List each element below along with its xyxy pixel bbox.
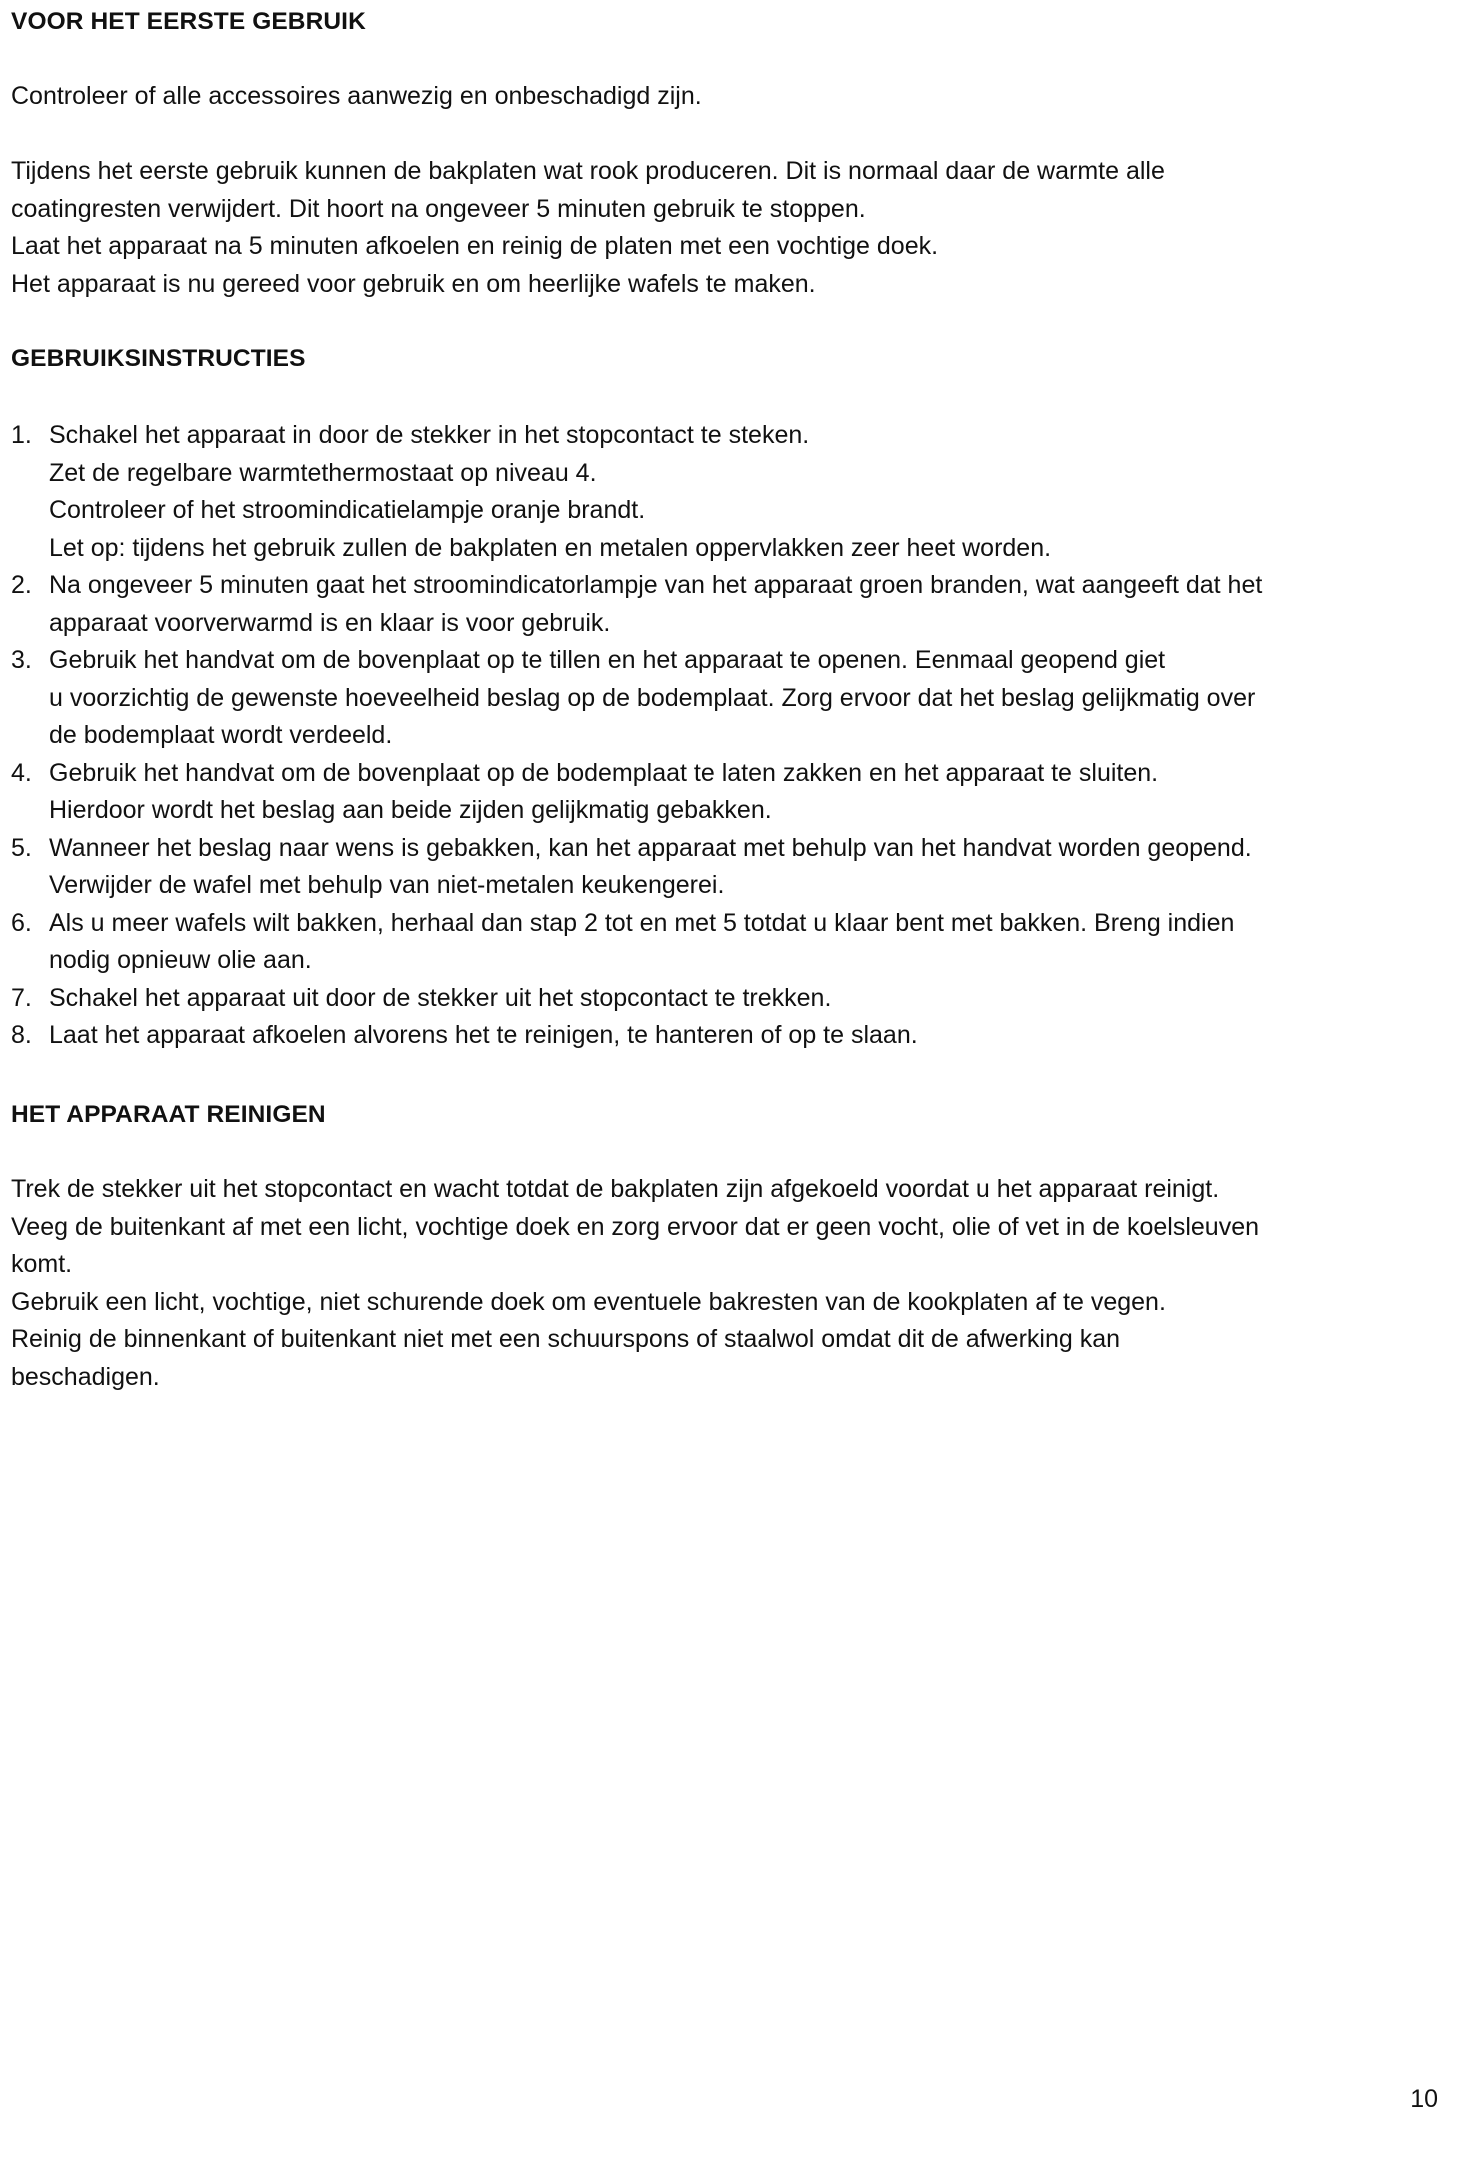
step-number: 3. [11,646,32,674]
step-text: Als u meer wafels wilt bakken, herhaal dan stap 2 tot en met 5 totdat u klaar bent met bakken. Breng indien nodig opnieuw olie aan. [49,908,1235,974]
step-text: Na ongeveer 5 minuten gaat het stroomindicatorlampje van het apparaat groen branden, wat aangeeft dat het apparaat voorverwarmd is en klaar is voor gebruik. [49,571,1263,637]
instruction-step-4 [11,755,1456,830]
cleaning-paragraph: Trek de stekker uit het stopcontact en wacht totdat de bakplaten zijn afgekoeld voordat u het apparaat reinigt. Veeg de buitenkant af met een licht, vochtige doek en zorg ervoor dat er geen vocht, olie of vet in de koelsleuven komt. Gebruik een licht, vochtige, niet schurende doek om eventuele bakresten van de kookplaten af te vegen. Reinig de binnenkant of buitenkant niet met een schuurspons of staalwol omdat dit de afwerking kan beschadigen. [11,1175,1260,1391]
step-number: 7. [11,983,32,1012]
first-use-paragraph-1: Controleer of alle accessoires aanwezig en onbeschadigd zijn. [11,82,702,110]
page-number: 10 [1410,2085,1438,2113]
instruction-step-7 [11,980,1456,1018]
step-text: Laat het apparaat afkoelen alvorens het te reinigen, te hanteren of op te slaan. [49,1021,918,1049]
instruction-step-6 [11,905,1456,980]
step-number: 6. [11,908,32,937]
section-title-cleaning: HET APPARAAT REINIGEN [11,1101,326,1128]
step-text: Wanneer het beslag naar wens is gebakken, kan het apparaat met behulp van het handvat worden geopend. Verwijder de wafel met behulp van niet-metalen keukengerei. [49,833,1252,899]
step-number: 5. [11,833,32,862]
section-title-instructions: GEBRUIKSINSTRUCTIES [11,345,306,372]
step-text: Schakel het apparaat uit door de stekker uit het stopcontact te trekken. [49,983,832,1012]
instruction-step-3 [11,642,1456,755]
instruction-step-5 [11,830,1456,905]
instruction-step-8 [11,1017,1456,1055]
step-number: 2. [11,571,32,599]
first-use-paragraph-2: Tijdens het eerste gebruik kunnen de bakplaten wat rook produceren. Dit is normaal daar de warmte alle coatingresten verwijdert. Dit hoort na ongeveer 5 minuten gebruik te stoppen. Laat het apparaat na 5 minuten afkoelen en reinig de platen met een vochtige doek. Het apparaat is nu gereed voor gebruik en om heerlijke wafels te maken. [11,157,1165,298]
instruction-step-1 [11,417,1456,567]
section-title-first-use: VOOR HET EERSTE GEBRUIK [11,8,366,35]
step-text: Schakel het apparaat in door de stekker in het stopcontact te steken. Zet de regelbare warmtethermostaat op niveau 4. Controleer of het stroomindicatielampje oranje brandt. Let op: tijdens het gebruik zullen de bakplaten en metalen oppervlakken zeer heet worden. [49,421,1052,562]
step-number: 1. [11,421,32,449]
step-number: 4. [11,758,32,787]
step-number: 8. [11,1021,32,1049]
instruction-step-2 [11,567,1456,642]
step-text: Gebruik het handvat om de bovenplaat op te tillen en het apparaat te openen. Eenmaal geopend giet u voorzichtig de gewenste hoeveelheid beslag op de bodemplaat. Zorg ervoor dat het beslag gelijkmatig over de bodemplaat wordt verdeeld. [49,646,1256,749]
step-text: Gebruik het handvat om de bovenplaat op de bodemplaat te laten zakken en het apparaat te sluiten. Hierdoor wordt het beslag aan beide zijden gelijkmatig gebakken. [49,758,1159,824]
instruction-steps [11,417,1456,1055]
